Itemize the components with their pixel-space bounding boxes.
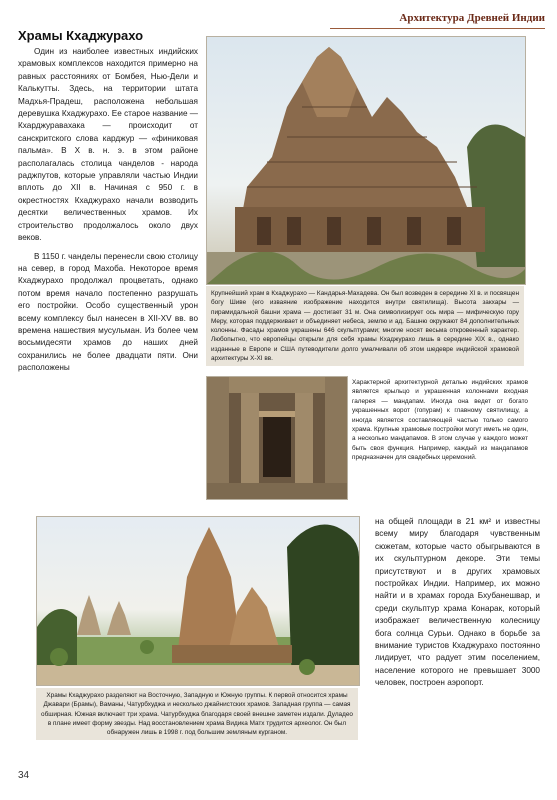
- caption-kandariya: Крупнейший храм в Кхаджурахо — Кандарья-Махадева. Он был возведен в середине XI в. и посвящен богу Шиве (его изваяние изображение находится внутри святилища). Высота закхары — пирамидальной башни храма — достигает 31 м. Она символизирует ось мира — мифическую гору Меру, которая поддерживает и объединяет небеса, землю и ад. Башню окружают 84 дополнительных колонны. Фасады храмов украшены 646 скульптурами; многие носят весьма откровенный характер. Любопытно, что европейцы открыли для себя храмы Кхаджурахо лишь в середине XIX в., однако изданные в Европе и США путеводители долго умалчивали об этом шедевре индийской храмовой архитектуры X-XI вв.: [206, 286, 524, 366]
- mandapa-illustration: [207, 377, 347, 499]
- caption-temple-groups: Храмы Кхаджурахо разделяют на Восточную, Западную и Южную группы. К первой относится храмы Джавари (Брамы), Ваманы, Чатурбхуджа и несколько джайнистских храмов. Западная группа — самая обширная. Южная включает три храма. Чатурбхуджа благодаря своей внешне заметен издали. Дуладео в плане имеет форму звезды. Над восстановлением храма Видика Матх трудится археолог. Он был обнаружен лишь в 1998 г. под большим земляным курганом.: [36, 688, 358, 740]
- caption-mandapa: Характерной архитектурной деталью индийских храмов является крыльцо и украшенная колоннами входная галерея — мандапам. Иногда она ведет от богато украшенных ворот (гопурам) к главному святилищу, а иногда является составляющей частью только самого храма. Крупные храмовые постройки могут иметь не один, а несколько мандапамов. В этом случае у каждого может быть своя функция. Например, каждый из мандапамов предназначен для свадебных церемоний.: [352, 379, 528, 462]
- right-column-text: [375, 516, 540, 690]
- running-head-rule: [330, 28, 545, 29]
- paragraph-2: В 1150 г. чанделы перенесли свою столицу на север, в город Махоба. Некоторое время Кхаджурахо продолжал процветать, однако потом время начало постепенно разрушать его постройки. Особо существенный урон всему комплексу был нанесен в XII-XV вв. во времена нашествия мусульман. Из более чем восьмидесяти храмов до наших дней сохранились не более двадцати пяти. Они расположены: [18, 251, 198, 373]
- paragraph-1: Один из наиболее известных индийских храмовых комплексов находится примерно на равных расстояниях от Бомбея, Нью-Дели и Калькутты. Здесь, на территории штата Мадхья-Прадеш, расположена небольшая деревушка Кхаджурахо. Ее старое название — Кхарджуравахака — происходит от санскритского слова карджур — «финиковая пальма». В X в. н. э. в этом районе располагалась столица чанделов - народа раджпутов, которые управляли частью Индии вплоть до XII в. Начиная с 950 г. в окрестностях Кхаджурахо начали возводить десятки величественных храмов. Их строительство продолжалось около двух веков.: [18, 47, 198, 243]
- temple-photo-kandariya: [206, 36, 526, 285]
- temple-illustration: [207, 37, 525, 284]
- left-column-text: [18, 46, 198, 381]
- article-title: Храмы Кхаджурахо: [18, 28, 144, 43]
- page-number: 34: [18, 770, 30, 781]
- mandapa-photo: [206, 376, 348, 500]
- running-head: Архитектура Древней Индии: [399, 12, 545, 24]
- temple-group-illustration: [37, 517, 359, 685]
- temple-group-photo: [36, 516, 360, 686]
- paragraph-3: на общей площади в 21 км² и известны всему миру благодаря чувственным сюжетам, которые часто обыгрываются в их скульптурном декоре. Эти темы присутствуют и в других храмовых постройках Индии. Например, их можно найти и в храмах города Бхубанешвар, и среди скульптур храма Конарак, который изображает величественную колесницу бога солнца Сурьи. Однако в борьбе за внимание туристов Кхаджурахо постоянно лидирует, что радует этим поселением, население которого не превышает 3000 человек, построен аэропорт.: [375, 517, 540, 688]
